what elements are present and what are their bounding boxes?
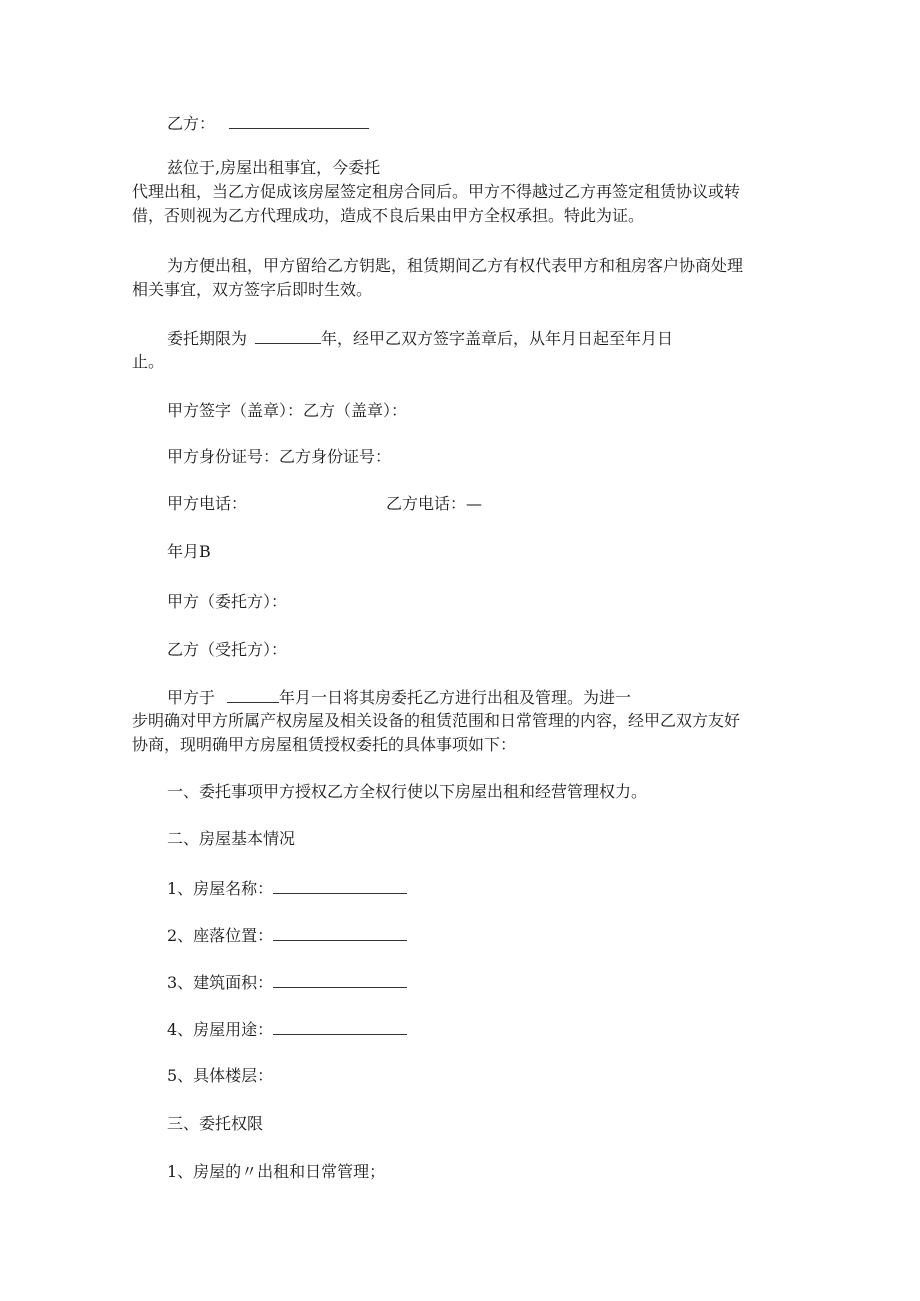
para-1-line-3: 借，否则视为乙方代理成功，造成不良后果由甲方全权承担。特此为证。 — [132, 206, 645, 225]
term-suffix: 年，经甲乙双方签字盖章后，从年月日起至年月日 — [321, 329, 674, 348]
item-house-name-label: 1、房屋名称： — [167, 879, 274, 898]
item-location — [167, 925, 407, 946]
para-2-line-2: 相关事宜，双方签字后即时生效。 — [132, 280, 373, 299]
item-area — [167, 972, 407, 993]
para-2-line-1: 为方便出租，甲方留给乙方钥匙，租赁期间乙方有权代表甲方和租房客户协商处理 — [167, 256, 744, 275]
para-4-line-2: 步明确对甲方所属产权房屋及相关设备的租赁范围和日常管理的内容，经甲乙双方友好 — [132, 711, 741, 730]
item-area-label: 3、建筑面积： — [167, 973, 274, 992]
item-usage — [167, 1019, 407, 1040]
id-number-line: 甲方身份证号：乙方身份证号： — [167, 447, 392, 466]
section-1: 一、委托事项甲方授权乙方全权行使以下房屋出租和经营管理权力。 — [167, 782, 648, 801]
right-1: 1、房屋的〃出租和日常管理； — [167, 1162, 386, 1181]
item-house-name-blank — [273, 878, 407, 894]
section-3: 三、委托权限 — [167, 1114, 264, 1133]
para-1-line-2: 代理出租，当乙方促成该房屋签定租房合同后。甲方不得越过乙方再签定租赁协议或转 — [132, 182, 741, 201]
party-b-line: 乙方（受托方）： — [167, 640, 288, 659]
item-location-blank — [273, 925, 407, 941]
para-1-line-1: 兹位于,房屋出租事宜，今委托 — [167, 158, 381, 177]
signature-line: 甲方签字（盖章）：乙方（盖章）： — [167, 401, 408, 420]
yi-blank — [229, 113, 369, 129]
item-house-name — [167, 878, 407, 899]
date-line: 年月B — [167, 542, 211, 561]
item-usage-blank — [273, 1019, 407, 1035]
para-4-blank — [227, 687, 279, 703]
phone-a: 甲方电话： — [167, 494, 248, 513]
term-prefix: 委托期限为 — [167, 329, 248, 348]
phone-b: 乙方电话：— — [386, 494, 483, 513]
party-a-line: 甲方（委托方）： — [167, 592, 288, 611]
para-4-suffix: 年月一日将其房委托乙方进行出租及管理。为进一 — [279, 688, 632, 707]
yi-label: 乙方： — [167, 114, 216, 133]
item-location-label: 2、座落位置： — [167, 926, 274, 945]
para-4-prefix: 甲方于 — [167, 688, 216, 707]
term-blank — [255, 328, 321, 344]
term-line — [167, 328, 673, 349]
item-area-blank — [273, 972, 407, 988]
item-usage-label: 4、房屋用途： — [167, 1020, 274, 1039]
term-end: 止。 — [132, 352, 165, 371]
item-floor: 5、具体楼层： — [167, 1066, 274, 1085]
para-4-line-1 — [167, 687, 631, 708]
section-2: 二、房屋基本情况 — [167, 829, 296, 848]
yi-line — [167, 113, 369, 134]
para-4-line-3: 协商，现明确甲方房屋租赁授权委托的具体事项如下： — [132, 735, 517, 754]
